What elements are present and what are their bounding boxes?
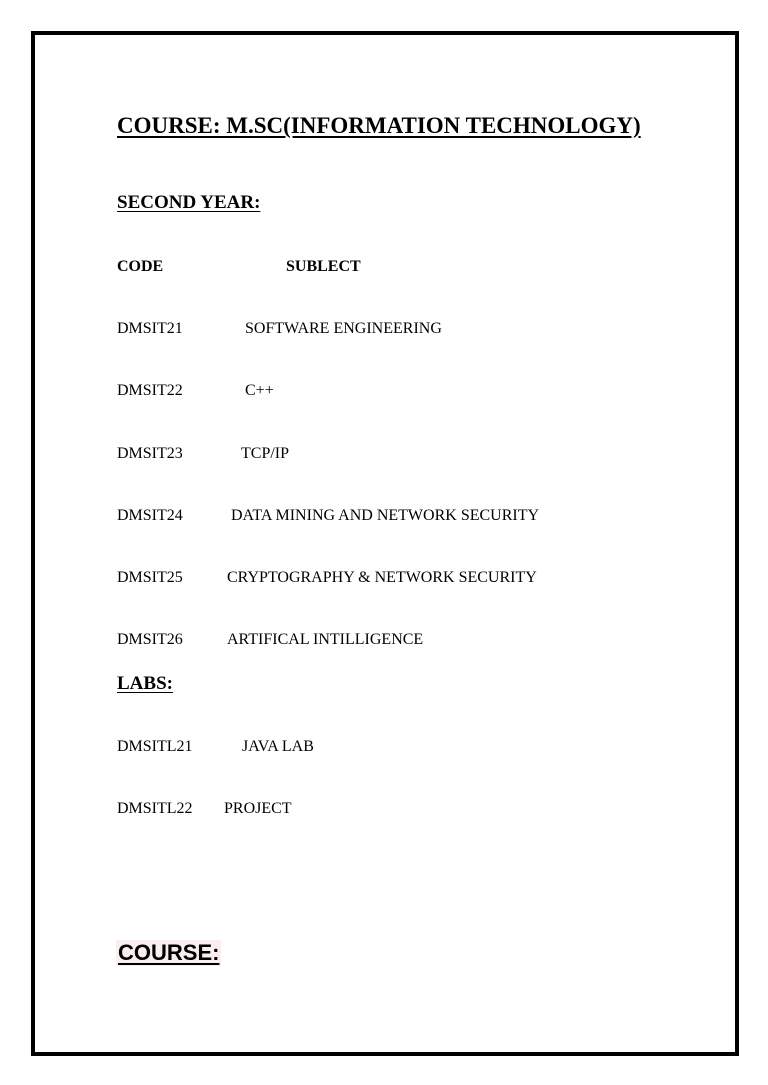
subject-name: TCP/IP xyxy=(241,445,290,462)
labs-heading: LABS: xyxy=(117,673,173,694)
subject-name: CRYPTOGRAPHY & NETWORK SECURITY xyxy=(227,569,537,586)
subject-code: DMSIT21 xyxy=(117,320,183,337)
subject-name: ARTIFICAL INTILLIGENCE xyxy=(227,631,424,648)
lab-name: PROJECT xyxy=(224,800,292,817)
subject-code: DMSIT25 xyxy=(117,569,183,586)
subject-name: DATA MINING AND NETWORK SECURITY xyxy=(231,507,540,524)
subject-code: DMSIT24 xyxy=(117,507,183,524)
subject-name: SOFTWARE ENGINEERING xyxy=(245,320,442,337)
lab-code: DMSITL22 xyxy=(117,800,193,817)
page-border xyxy=(31,31,739,1056)
subject-column-header: SUBLECT xyxy=(286,258,361,275)
code-column-header: CODE xyxy=(117,258,164,275)
course-title: COURSE: M.SC(INFORMATION TECHNOLOGY) xyxy=(117,113,641,138)
subject-code: DMSIT23 xyxy=(117,445,183,462)
subject-name: C++ xyxy=(245,382,274,399)
second-year-heading: SECOND YEAR: xyxy=(117,192,261,213)
footer-course-heading: COURSE: xyxy=(118,940,220,965)
subject-code: DMSIT22 xyxy=(117,382,183,399)
lab-code: DMSITL21 xyxy=(117,738,193,755)
subject-code: DMSIT26 xyxy=(117,631,183,648)
lab-name: JAVA LAB xyxy=(242,738,314,755)
